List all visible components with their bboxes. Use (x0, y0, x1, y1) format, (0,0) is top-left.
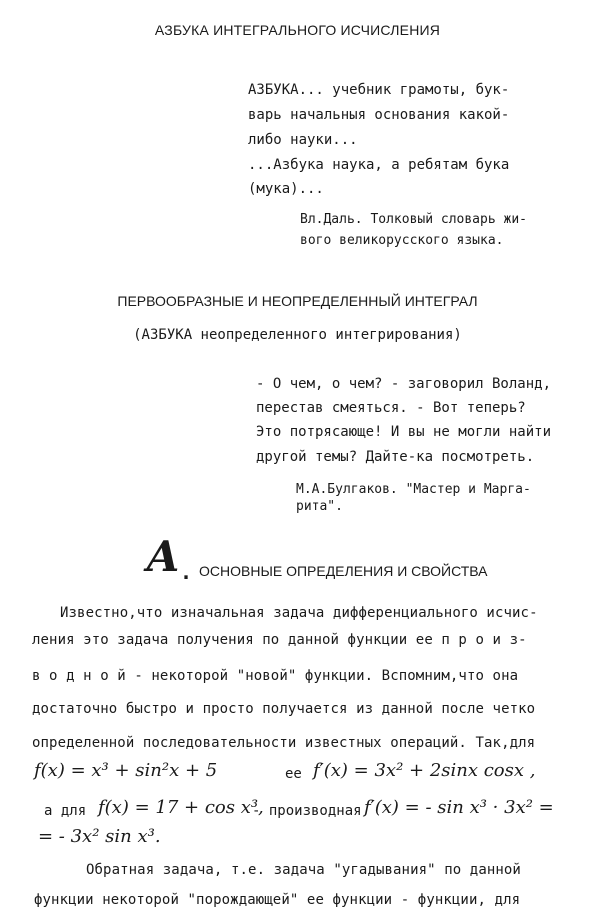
chapter-title: АЗБУКА ИНТЕГРАЛЬНОГО ИСЧИСЛЕНИЯ (154, 22, 441, 38)
section-title: ПЕРВООБРАЗНЫЕ И НЕОПРЕДЕЛЕННЫЙ ИНТЕГРАЛ (117, 293, 478, 309)
epigraph-line: (мука)... (248, 181, 324, 197)
body-line: - производная (252, 803, 362, 819)
epigraph-line: перестав смеяться. - Вот теперь? (256, 400, 526, 416)
epigraph-attribution: рита". (296, 499, 343, 514)
formula-function: f(x) = x³ + sin²x + 5 (34, 760, 218, 781)
body-line: достаточно быстро и просто получается из данной после четко (32, 701, 536, 717)
epigraph-attribution: вого великорусского языка. (300, 233, 504, 248)
epigraph-line: либо науки... (248, 132, 358, 148)
formula-derivative: f′(x) = 3x² + 2sinx cosx , (313, 760, 536, 781)
formula-continuation: = - 3x² sin x³. (38, 826, 161, 847)
body-line: определенной последовательности известных операций. Так,для (32, 735, 536, 751)
formula-derivative: f′(x) = - sin x³ · 3x² = (364, 797, 554, 818)
epigraph-line: - О чем, о чем? - заговорил Воланд, (256, 376, 552, 392)
subsection-title: ОСНОВНЫЕ ОПРЕДЕЛЕНИЯ И СВОЙСТВА (199, 563, 488, 579)
epigraph-line: варь начальныя основания какой- (248, 107, 510, 123)
formula-joiner: ее (285, 766, 302, 782)
body-line: Известно,что изначальная задача дифференциального исчис- (60, 605, 538, 621)
body-line: функции некоторой "порождающей" ее функции - функции, для (34, 892, 521, 908)
epigraph-line: другой темы? Дайте-ка посмотреть. (256, 449, 535, 465)
epigraph-line: АЗБУКА... учебник грамоты, бук- (248, 82, 510, 98)
epigraph-attribution: Вл.Даль. Толковый словарь жи- (300, 212, 527, 227)
formula-function: f(x) = 17 + cos x³, (98, 797, 264, 818)
body-line: в о д н о й - некоторой "новой" функции. Вспомним,что она (32, 668, 519, 684)
subsection-letter-dot: . (180, 560, 193, 584)
section-subtitle: (АЗБУКА неопределенного интегрирования) (133, 327, 462, 343)
epigraph-attribution: М.А.Булгаков. "Мастер и Марга- (296, 482, 531, 497)
epigraph-line: ...Азбука наука, а ребятам бука (248, 157, 510, 173)
body-line: Обратная задача, т.е. задача "угадывания" по данной (86, 862, 521, 878)
epigraph-line: Это потрясающе! И вы не могли найти (256, 424, 552, 440)
body-line: а для (44, 803, 87, 819)
body-line: ления это задача получения по данной функции ее п р о и з- (32, 632, 527, 648)
subsection-letter: А (146, 532, 181, 581)
